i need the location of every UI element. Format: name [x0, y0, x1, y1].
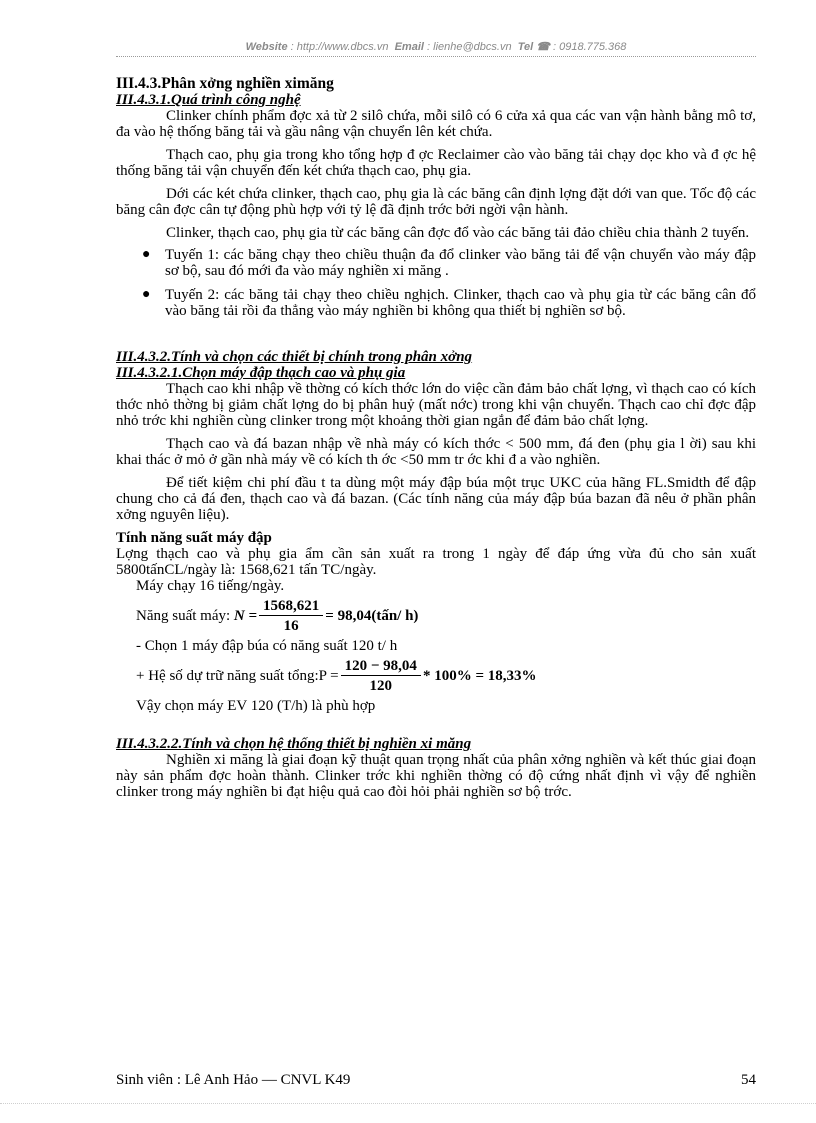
list-item: ● Tuyến 1: các băng chạy theo chiều thuận đa đổ clinker vào băng tải để vận chuyển vào máy đập sơ bộ, sau đó mới đa vào máy nghiền xi măng .	[142, 247, 756, 279]
subsection-mill-title: III.4.3.2.2.Tính và chọn hệ thống thiết bị nghiền xi măng	[116, 736, 472, 752]
bullet-icon: ●	[142, 287, 151, 302]
paragraph-clinker: Clinker chính phẩm đợc xả từ 2 silô chứa, mỗi silô có 6 cửa xả qua các van vận hành bằng mô tơ, đa vào hệ thống băng tải và gầu nâng vận chuyển lên két chứa.	[116, 108, 756, 140]
footer-author: Sinh viên : Lê Anh Hảo — CNVL K49	[116, 1072, 351, 1088]
formula-capacity-label: Năng suất máy:	[136, 608, 231, 624]
calc-title: Tính năng suất máy đập	[116, 530, 272, 546]
page-footer	[116, 1072, 756, 1089]
calc-conclusion: Vậy chọn máy EV 120 (T/h) là phù hợp	[136, 698, 376, 714]
page-content	[116, 76, 756, 800]
paragraph-bazan: Thạch cao và đá bazan nhập về nhà máy có kích thớc < 500 mm, đá đen (phụ gia l ời) sau khi khai thác ở mỏ ở gần nhà máy về có kích th ớc <50 mm tr ớc khi đ a vào nghiền.	[116, 436, 756, 468]
formula-reserve-result: * 100% = 18,33%	[422, 668, 537, 684]
calc-hours: Máy chạy 16 tiếng/ngày.	[136, 578, 285, 594]
formula-reserve	[136, 658, 756, 694]
footer-divider	[0, 1103, 816, 1104]
formula-capacity	[136, 598, 756, 634]
formula-capacity-fraction	[259, 598, 323, 634]
website-url[interactable]: : http://www.dbcs.vn	[290, 41, 389, 53]
formula-reserve-denominator: 120	[369, 678, 393, 694]
route-list	[116, 247, 756, 319]
paragraph-gypsum-size: Thạch cao khi nhập về thờng có kích thớc lớn do việc cần đảm bảo chất lợng, vì thạch cao có kích thớc nhỏ thờng bị giảm chất lợng do bị phân huỷ (mất nớc) trong khi vận chuyển. Thạch cao chỉ đợc đập nhỏ trớc khi nghiền cùng clinker trong một khoảng thời gian ngắn để đảm bảo chất lợng.	[116, 381, 756, 429]
subsection-process-title: III.4.3.1.Quá trình công nghệ	[116, 92, 301, 108]
section-title: III.4.3.Phân xởng nghiền ximăng	[116, 75, 334, 92]
subsection-crusher-title: III.4.3.2.1.Chọn máy đập thạch cao và phụ gia	[116, 365, 406, 381]
paragraph-weighing: Dới các két chứa clinker, thạch cao, phụ gia là các băng cân định lợng đặt dới van que. Tốc độ các băng cân đợc cân tự động phù hợp với tỷ lệ đã định trớc bởi ngời vận hành.	[116, 186, 756, 218]
header-divider	[116, 56, 756, 57]
bullet-icon: ●	[142, 247, 151, 262]
list-item: ● Tuyến 2: các băng tải chạy theo chiều nghịch. Clinker, thạch cao và phụ gia từ các băng cân đổ vào băng tải rồi đa thẳng vào máy nghiền bi không qua thiết bị nghiền sơ bộ.	[142, 287, 756, 319]
calc-choose-crusher: - Chọn 1 máy đập búa có năng suất 120 t/ h	[136, 638, 398, 654]
subsection-equipment-title: III.4.3.2.Tính và chọn các thiết bị chính trong phân xởng	[116, 349, 473, 365]
formula-capacity-result: = 98,04(tấn/ h)	[325, 608, 419, 624]
formula-capacity-lhs: N =	[233, 608, 258, 624]
paragraph-conveyor: Clinker, thạch cao, phụ gia từ các băng cân đợc đổ vào các băng tải đảo chiều chia thành 2 tuyến.	[166, 225, 750, 241]
page-header	[116, 40, 756, 53]
paragraph-gypsum: Thạch cao, phụ gia trong kho tổng hợp đ ợc Reclaimer cào vào băng tải chạy dọc kho và đ ợc hệ thống băng tải vận chuyển đến két chứa thạch cao, phụ gia.	[116, 147, 756, 179]
formula-reserve-fraction	[341, 658, 421, 694]
email-label: Email	[394, 41, 424, 53]
paragraph-mill: Nghiền xi măng là giai đoạn kỹ thuật quan trọng nhất của phân xởng nghiền và kết thúc giai đoạn này sản phẩm đợc hoàn thành. Clinker trớc khi nghiền thờng có độ cứng nhất định vì vậy để nghiền clinker trong máy nghiền bi đạt hiệu quả cao đòi hỏi phải nghiền sơ bộ trớc.	[116, 752, 756, 800]
tel-label: Tel ☎	[517, 41, 550, 53]
page-number: 54	[741, 1072, 756, 1088]
formula-reserve-label: + Hệ số dự trữ năng suất tổng:P =	[136, 668, 339, 684]
calc-paragraph-demand: Lợng thạch cao và phụ gia ẩm cần sản xuất ra trong 1 ngày để đáp ứng vừa đủ cho sản xuất 5800tấnCL/ngày là: 1568,621 tấn TC/ngày.	[116, 546, 756, 578]
email-value[interactable]: : lienhe@dbcs.vn	[427, 41, 512, 53]
formula-capacity-denominator: 16	[283, 618, 299, 634]
formula-capacity-numerator: 1568,621	[259, 598, 323, 616]
tel-value: : 0918.775.368	[553, 41, 627, 53]
paragraph-cost: Để tiết kiệm chi phí đầu t ta dùng một máy đập búa một trục UKC của hãng FL.Smidth để đập chung cho cả đá đen, thạch cao và đá bazan. (Các tính năng của máy đập búa bazan đã nêu ở phần phân xởng nguyên liệu).	[116, 475, 756, 523]
website-label: Website	[245, 41, 288, 53]
formula-reserve-numerator: 120 − 98,04	[341, 658, 421, 676]
